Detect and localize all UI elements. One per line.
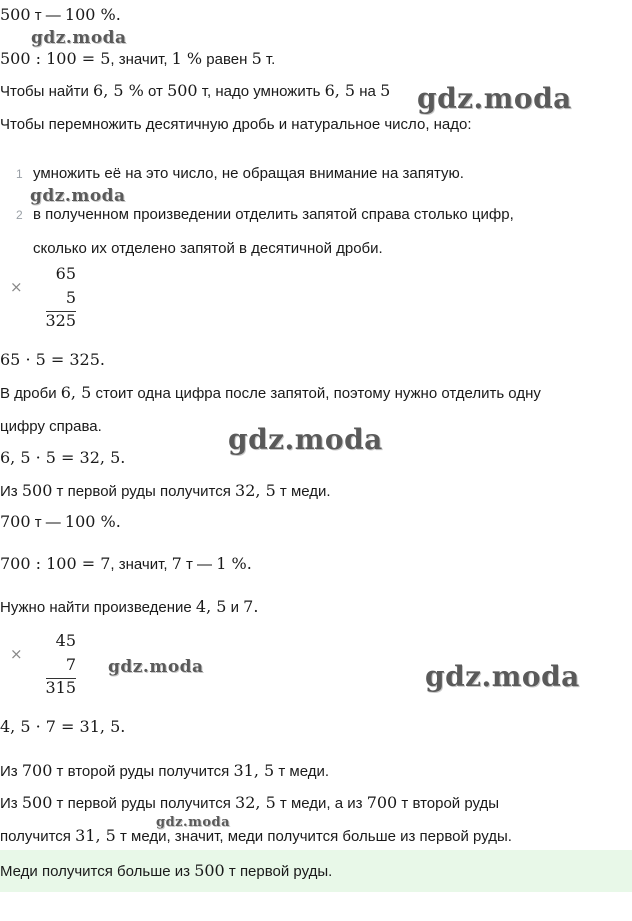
list-number: 2: [16, 208, 23, 222]
text-line: 700 : 100 = 7, значит, 7 т — 1 %.: [0, 554, 252, 573]
equation: 65 · 5 = 325.: [0, 350, 105, 369]
list-item: умножить её на это число, не обращая внимание на запятую.: [33, 165, 464, 182]
multiplier: 7: [65, 655, 76, 674]
equation: 4, 5 · 7 = 31, 5.: [0, 717, 126, 736]
watermark: gdz.moda: [30, 186, 126, 206]
text-line: 500 : 100 = 5, значит, 1 % равен 5 т.: [0, 49, 276, 68]
list-number: 1: [16, 167, 23, 181]
text-line: 500 т — 100 %.: [0, 5, 121, 24]
text-line: Из 700 т второй руды получится 31, 5 т меди.: [0, 761, 330, 780]
text-line: получится 31, 5 т меди, значит, меди получится больше из первой руды.: [0, 826, 512, 845]
text-line: цифру справа.: [0, 418, 102, 435]
text-line: Чтобы найти 6, 5 % от 500 т, надо умножить 6, 5 на 5: [0, 81, 391, 100]
answer-box: [0, 850, 632, 892]
watermark: gdz.moda: [108, 657, 204, 677]
watermark: gdz.moda: [425, 660, 580, 693]
product: 315: [45, 678, 76, 697]
text-line: Нужно найти произведение 4, 5 и 7.: [0, 597, 259, 616]
list-item-continuation: сколько их отделено запятой в десятичной дроби.: [33, 240, 383, 257]
multiply-sign: ×: [10, 645, 23, 663]
watermark: gdz.moda: [156, 815, 231, 830]
text-line: Из 500 т первой руды получится 32, 5 т меди.: [0, 481, 331, 500]
text-line: В дроби 6, 5 стоит одна цифра после запятой, поэтому нужно отделить одну: [0, 383, 541, 402]
watermark: gdz.moda: [31, 28, 127, 48]
text-line: Чтобы перемножить десятичную дробь и натуральное число, надо:: [0, 116, 472, 133]
equation: 6, 5 · 5 = 32, 5.: [0, 448, 126, 467]
multiplier: 5: [65, 288, 76, 307]
text-line: Из 500 т первой руды получится 32, 5 т меди, а из 700 т второй руды: [0, 793, 500, 812]
multiply-sign: ×: [10, 278, 23, 296]
multiplicand: 65: [55, 264, 76, 283]
multiplicand: 45: [55, 631, 76, 650]
list-item: в полученном произведении отделить запятой справа столько цифр,: [33, 206, 514, 223]
product: 325: [45, 311, 76, 330]
watermark: gdz.moda: [417, 82, 572, 115]
answer-text: Меди получится больше из 500 т первой руды.: [0, 861, 333, 880]
watermark: gdz.moda: [228, 423, 383, 456]
text-line: 700 т — 100 %.: [0, 512, 121, 531]
